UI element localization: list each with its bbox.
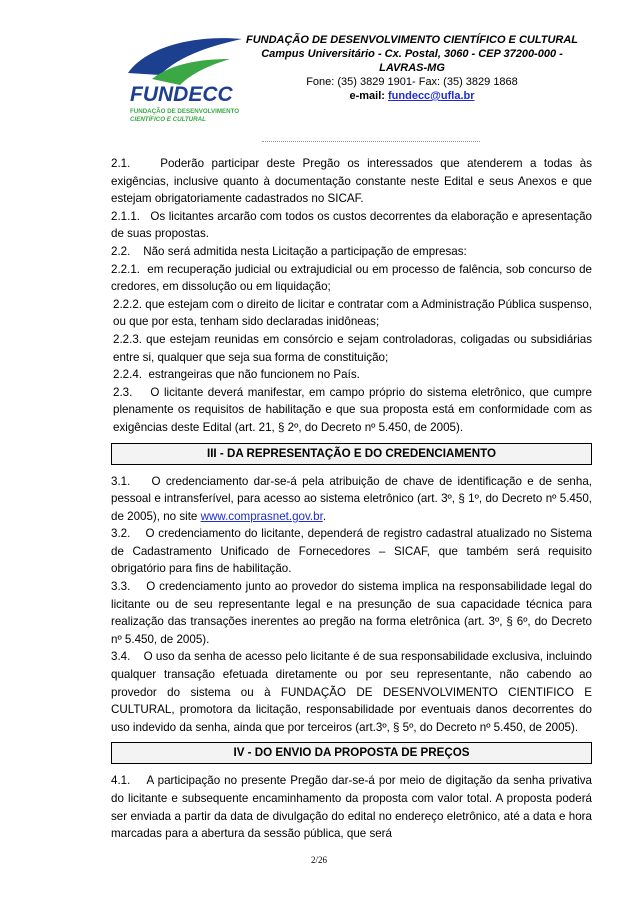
clause-3-1 [111, 473, 592, 526]
page-number: 2/26 [310, 855, 327, 865]
clause-2-3: 2.3. O licitante deverá manifestar, em campo próprio do sistema eletrônico, que cumpre plenamente os requisitos de habilitação e que sua proposta está em conformidade com as exigências deste Edital (art. 21, § 2º, do Decreto nº 5.450, de 2005). [113, 385, 592, 434]
clause-3-4: 3.4. O uso da senha de acesso pelo licitante é de sua responsabilidade exclusiva, incluindo qualquer transação efetuada diretamente ou por seu representante, não cabendo ao provedor do sistema ou à FUNDAÇÃO DE DESENVOLVIMENTO CIENTIFICO E CULTURAL, promotora da licitação, responsabilidade por eventuais danos decorrentes do uso indevido da senha, ainda que por terceiros (art.3º, § 5º, do Decreto nº 5.450, de 2005). [111, 650, 592, 734]
clause-2-2-1: 2.2.1. em recuperação judicial ou extrajudicial ou em processo de falência, sob concurso de credores, em dissolução ou em liquidação; [111, 262, 592, 294]
clause-3-1-end: . [322, 509, 327, 523]
logo-wordmark: FUNDECC [130, 83, 233, 106]
section-4-heading: IV - DO ENVIO DA PROPOSTA DE PREÇOS [111, 742, 592, 764]
email-link[interactable]: fundecc@ufla.br [388, 90, 475, 102]
org-city: LAVRAS-MG [379, 62, 445, 74]
org-name: FUNDAÇÃO DE DESENVOLVIMENTO CIENTÍFICO E CULTURAL [245, 34, 579, 46]
section-3-heading: III - DA REPRESENTAÇÃO E DO CREDENCIAMENTO [111, 443, 592, 465]
header-divider [262, 141, 480, 142]
clause-2-1-1: 2.1.1. Os licitantes arcarão com todos os custos decorrentes da elaboração e apresentação de suas propostas. [111, 209, 592, 241]
fundecc-logo [118, 33, 248, 133]
clause-2-2-4: 2.2.4. estrangeiras que não funcionem no País. [113, 368, 360, 382]
org-address: Campus Universitário - Cx. Postal, 3060 - CEP 37200-000 - [261, 48, 563, 60]
clause-2-1: 2.1. Poderão participar deste Pregão os interessados que atenderem a todas às exigências, inclusive quanto à documentação constante neste Edital e seus Anexos e que estejam obrigatoriamente cadastrados no SICAF. [111, 157, 592, 206]
clause-2-2-3: 2.2.3. que estejam reunidas em consórcio e sejam controladoras, coligadas ou subsidiárias entre si, qualquer que seja sua forma de constituição; [113, 332, 592, 364]
org-email-line [236, 89, 588, 103]
clause-2-2-2: 2.2.2. que estejam com o direito de licitar e contratar com a Administração Pública suspenso, ou que por esta, tenham sido declaradas inidôneas; [113, 297, 592, 329]
clause-3-2: 3.2. O credenciamento do licitante, dependerá de registro cadastral atualizado no Sistema de Cadastramento Unificado de Fornecedores – SICAF, que também será requisito obrigatório para fins de habilitação. [111, 527, 592, 576]
logo-subtitle-2: CIENTÍFICO E CULTURAL [130, 116, 206, 123]
logo-subtitle-1: FUNDAÇÃO DE DESENVOLVIMENTO [130, 108, 240, 115]
clause-3-1-text: 3.1. O credenciamento dar-se-á pela atribuição de chave de identificação e de senha, pessoal e intransferível, para acesso ao sistema eletrônico (art. 3º, § 1º, do Decreto nº 5.450, de 2005), no site [111, 474, 592, 523]
letterhead-text [236, 33, 588, 103]
letterhead [118, 33, 598, 143]
document-body [111, 155, 592, 843]
email-label: e-mail: [349, 90, 385, 102]
org-phone: Fone: (35) 3829 1901- Fax: (35) 3829 1868 [306, 76, 518, 88]
clause-3-3: 3.3. O credenciamento junto ao provedor do sistema implica na responsabilidade legal do licitante ou de seu representante legal e na presunção de sua capacidade técnica para realização das transações inerentes ao pregão na forma eletrônica (art. 3º, § 6º, do Decreto nº 5.450, de 2005). [111, 580, 592, 646]
clause-2-2: 2.2. Não será admitida nesta Licitação a participação de empresas: [111, 244, 467, 258]
clause-4-1: 4.1. A participação no presente Pregão dar-se-á por meio de digitação da senha privativa do licitante e subsequente encaminhamento da proposta com valor total. A proposta poderá ser enviada a partir da data de divulgação do edital no endereço eletrônico, até a data e hora marcadas para a abertura da sessão pública, que será [111, 774, 592, 841]
comprasnet-link[interactable]: www.comprasnet.gov.br [200, 509, 323, 523]
